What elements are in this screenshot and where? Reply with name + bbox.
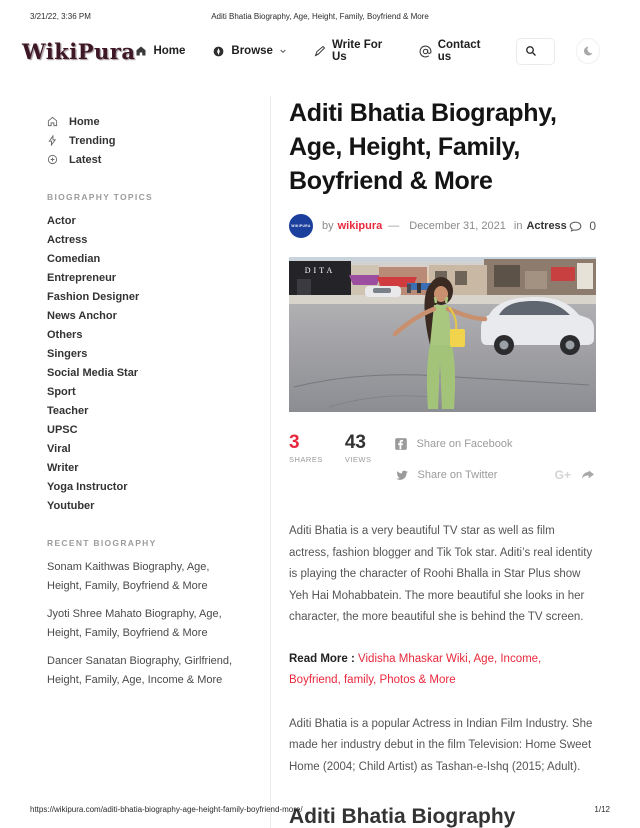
- storefront-sign: DITA: [304, 266, 336, 275]
- topic-label: Actor: [47, 214, 76, 227]
- print-timestamp: 3/21/22, 3:36 PM: [30, 12, 91, 21]
- biography-topics-heading: BIOGRAPHY TOPICS: [47, 192, 153, 202]
- home-icon: [135, 45, 147, 57]
- topic-youtuber[interactable]: [47, 496, 244, 515]
- topic-singers[interactable]: [47, 344, 244, 363]
- topic-actor[interactable]: [47, 211, 244, 230]
- read-more-label: Read More :: [289, 652, 355, 665]
- home-icon: [47, 116, 58, 127]
- recent-item-label: Dancer Sanatan Biography, Girlfriend, Height, Family, Age, Income & More: [47, 655, 233, 686]
- search-button[interactable]: [516, 38, 555, 65]
- topic-label: News Anchor: [47, 309, 117, 322]
- byline-in: in: [513, 220, 523, 232]
- recent-biography-list: [47, 558, 244, 689]
- topic-label: Yoga Instructor: [47, 480, 128, 493]
- sidebar-quick-links: [47, 112, 244, 169]
- article-main: [289, 96, 596, 828]
- facebook-icon: [394, 437, 408, 451]
- twitter-icon: [394, 468, 409, 483]
- topic-writer[interactable]: [47, 458, 244, 477]
- topic-label: Teacher: [47, 404, 89, 417]
- topics-list: [47, 211, 244, 515]
- nav-home[interactable]: [135, 45, 185, 57]
- recent-biography-heading: RECENT BIOGRAPHY: [47, 538, 157, 548]
- site-logo[interactable]: WikiPura: [22, 38, 136, 64]
- share-twitter-row[interactable]: [394, 467, 596, 483]
- topic-comedian[interactable]: [47, 249, 244, 268]
- topic-yoga-instructor[interactable]: [47, 477, 244, 496]
- views-label: VIEWS: [344, 455, 372, 464]
- google-plus-icon[interactable]: G+: [554, 468, 571, 482]
- share-arrow-icon[interactable]: [580, 467, 596, 483]
- page-content: [45, 96, 596, 828]
- topic-teacher[interactable]: [47, 401, 244, 420]
- article-paragraph-1: Aditi Bhatia is a very beautiful TV star as well as film actress, fashion blogger and Tik Tok star. Aditi’s real identity is playing the character of Roohi Bhalla in Star Plus show Yeh Hai Mohabbatein. The more beautiful she looks in her character, the more beautiful she is behind the TV screen.: [289, 525, 593, 623]
- sidebar-item-home[interactable]: [47, 112, 244, 131]
- at-icon: [419, 45, 432, 58]
- nav-home-label: Home: [153, 45, 186, 57]
- sidebar-item-latest[interactable]: [47, 150, 244, 169]
- main-nav: [135, 38, 600, 65]
- nav-contact-label: Contact us: [437, 39, 481, 63]
- nav-write-for-us[interactable]: [314, 39, 392, 63]
- recent-item[interactable]: [47, 558, 244, 595]
- topic-social-media-star[interactable]: [47, 363, 244, 382]
- byline: [289, 214, 596, 238]
- topic-label: Viral: [47, 442, 71, 455]
- print-url: https://wikipura.com/aditi-bhatia-biography-age-height-family-boyfriend-more/: [30, 805, 303, 814]
- topic-label: Entrepreneur: [47, 271, 117, 284]
- dark-mode-toggle[interactable]: [576, 38, 600, 64]
- share-facebook-label: Share on Facebook: [416, 438, 513, 450]
- print-footer: [30, 805, 610, 814]
- topic-label: Actress: [47, 233, 88, 246]
- sidebar-home-label: Home: [69, 115, 100, 128]
- bolt-icon: [47, 135, 58, 146]
- topic-label: UPSC: [47, 423, 78, 436]
- search-icon: [525, 45, 537, 57]
- print-doc-title: Aditi Bhatia Biography, Age, Height, Family, Boyfriend & More: [211, 12, 429, 21]
- topic-label: Social Media Star: [47, 366, 139, 379]
- shares-label: SHARES: [289, 455, 323, 464]
- topic-sport[interactable]: [47, 382, 244, 401]
- moon-icon: [582, 45, 594, 57]
- nav-write-label: Write For Us: [331, 39, 383, 63]
- author-link[interactable]: wikipura: [337, 220, 383, 232]
- topic-actress[interactable]: [47, 230, 244, 249]
- share-buttons: [394, 433, 596, 499]
- views-count: 43: [344, 432, 366, 453]
- chevron-down-icon: [279, 47, 287, 55]
- topic-entrepreneur[interactable]: [47, 268, 244, 287]
- topic-fashion-designer[interactable]: [47, 287, 244, 306]
- topic-label: Comedian: [47, 252, 101, 265]
- print-header: [30, 12, 610, 24]
- share-facebook-button[interactable]: [394, 437, 596, 451]
- topic-label: Fashion Designer: [47, 290, 140, 303]
- pen-icon: [314, 45, 326, 57]
- page-title: Aditi Bhatia Biography, Age, Height, Family, Boyfriend & More: [289, 99, 557, 195]
- topic-news-anchor[interactable]: [47, 306, 244, 325]
- read-more-block: [289, 649, 596, 692]
- recent-item[interactable]: [47, 652, 244, 689]
- compass-icon: [212, 45, 225, 58]
- sidebar-item-trending[interactable]: [47, 131, 244, 150]
- topic-label: Singers: [47, 347, 88, 360]
- article-paragraph-2: Aditi Bhatia is a popular Actress in Indian Film Industry. She made her industry debut in the film Television: Home Sweet Home (2004; Child Artist) as Tashan-e-Ishq (2015; Adult).: [289, 717, 593, 773]
- featured-image: [289, 257, 596, 412]
- topic-label: Youtuber: [47, 499, 95, 512]
- topic-label: Sport: [47, 385, 76, 398]
- read-more-link[interactable]: Vidisha Mhaskar Wiki, Age, Income, Boyfriend, family, Photos & More: [289, 652, 542, 686]
- shares-count: 3: [289, 432, 300, 453]
- avatar[interactable]: WIKIPURA: [289, 214, 313, 238]
- section-heading: Aditi Bhatia Biography: [289, 805, 516, 828]
- byline-by: by: [322, 220, 334, 232]
- plus-circle-icon: [47, 154, 58, 165]
- share-stats-row: [289, 433, 596, 499]
- recent-item-label: Sonam Kaithwas Biography, Age, Height, Family, Boyfriend & More: [47, 561, 210, 592]
- site-header: [0, 30, 640, 72]
- nav-browse[interactable]: [212, 45, 287, 58]
- nav-contact[interactable]: [419, 39, 490, 63]
- recent-item-label: Jyoti Shree Mahato Biography, Age, Height, Family, Boyfriend & More: [47, 608, 222, 639]
- topic-others[interactable]: [47, 325, 244, 344]
- sidebar-latest-label: Latest: [69, 153, 102, 166]
- post-date[interactable]: December 31, 2021: [409, 220, 506, 232]
- topic-label: Writer: [47, 461, 79, 474]
- comments-count: 0: [589, 219, 596, 233]
- topic-upsc[interactable]: [47, 420, 244, 439]
- share-twitter-label: Share on Twitter: [417, 469, 498, 481]
- recent-item[interactable]: [47, 605, 244, 642]
- category-link[interactable]: Actress: [526, 220, 567, 232]
- comments-link[interactable]: [568, 219, 596, 234]
- nav-browse-label: Browse: [231, 45, 273, 57]
- topic-viral[interactable]: [47, 439, 244, 458]
- sidebar: [45, 96, 271, 828]
- print-page-number: 1/12: [594, 805, 610, 814]
- comment-icon: [568, 219, 583, 234]
- topic-label: Others: [47, 328, 83, 341]
- shares-stat: [289, 433, 323, 464]
- byline-dash: —: [388, 220, 400, 232]
- sidebar-trending-label: Trending: [69, 134, 116, 147]
- views-stat: [345, 433, 372, 464]
